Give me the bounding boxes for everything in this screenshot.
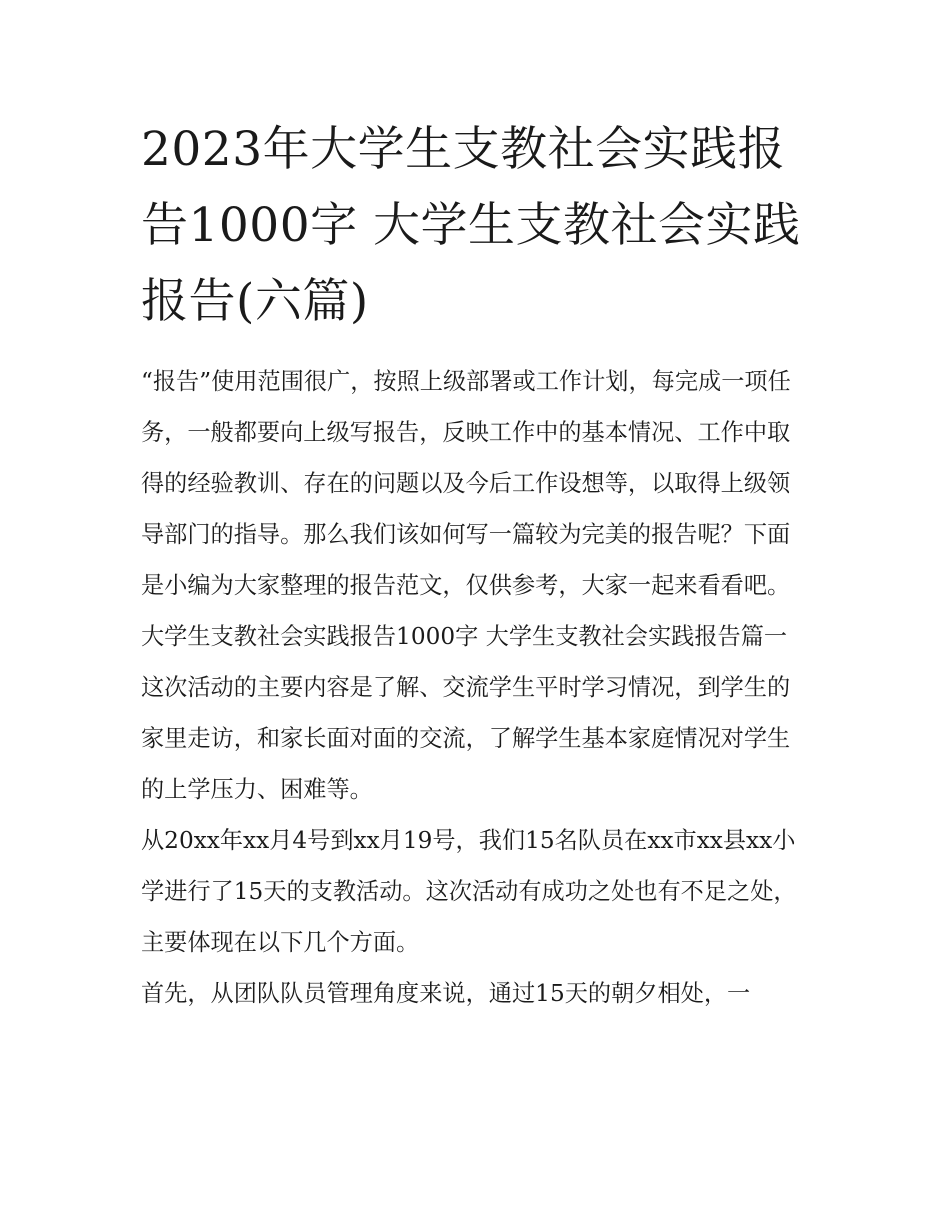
document-page (141, 112, 813, 1019)
body-paragraph: 这次活动的主要内容是了解、交流学生平时学习情况，到学生的家里走访，和家长面对面的交流，了解学生基本家庭情况对学生的上学压力、困难等。 (141, 674, 791, 803)
body-paragraph: 首先，从团队队员管理角度来说，通过15天的朝夕相处，一 (141, 980, 751, 1007)
body-paragraph: 从20xx年xx月4号到xx月19号，我们15名队员在xx市xx县xx小学进行了15天的支教活动。这次活动有成功之处也有不足之处，主要体现在以下几个方面。 (141, 827, 797, 956)
document-title: 2023年大学生支教社会实践报告1000字 大学生支教社会实践报告(六篇) (141, 122, 801, 329)
intro-paragraph: “报告”使用范围很广，按照上级部署或工作计划，每完成一项任务，一般都要向上级写报告，反映工作中的基本情况、工作中取得的经验教训、存在的问题以及今后工作设想等，以取得上级领导部门的指导。那么我们该如何写一篇较为完美的报告呢？下面是小编为大家整理的报告范文，仅供参考，大家一起来看看吧。 (141, 368, 791, 599)
section-heading: 大学生支教社会实践报告1000字 大学生支教社会实践报告篇一 (141, 623, 788, 650)
